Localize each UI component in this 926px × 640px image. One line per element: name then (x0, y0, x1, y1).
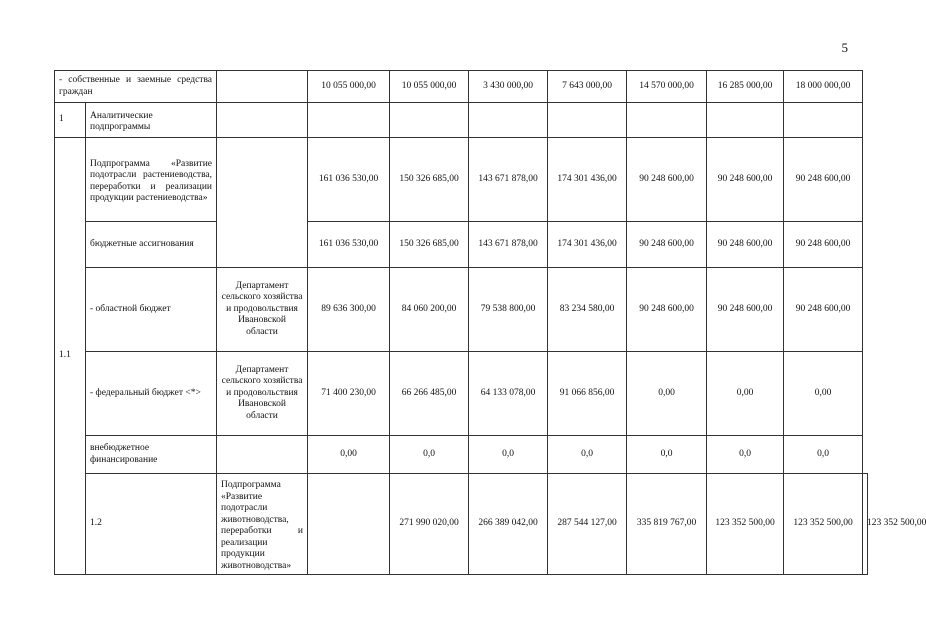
executor-cell: Департамент сельского хозяйства и продовольствия Ивановской области (217, 352, 308, 436)
value-cell: 150 326 685,00 (390, 138, 469, 222)
value-cell: 0,0 (469, 436, 548, 474)
executor-cell (308, 474, 390, 575)
value-cell: 84 060 200,00 (390, 268, 469, 352)
value-cell: 0,00 (707, 352, 784, 436)
value-cell: 90 248 600,00 (707, 222, 784, 268)
value-cell: 90 248 600,00 (707, 138, 784, 222)
value-cell: 0,00 (308, 436, 390, 474)
value-cell: 266 389 042,00 (469, 474, 548, 575)
value-cell: 123 352 500,00 (863, 474, 868, 575)
table-row (55, 71, 868, 103)
row-name: - областной бюджет (86, 268, 217, 352)
table-row (55, 222, 868, 268)
empty-cell (308, 103, 390, 138)
value-cell: 90 248 600,00 (784, 222, 863, 268)
row-name: - федеральный бюджет <*> (86, 352, 217, 436)
value-cell: 161 036 530,00 (308, 222, 390, 268)
value-cell: 90 248 600,00 (627, 138, 707, 222)
table-row (55, 138, 868, 222)
row-name: Аналитические подпрограммы (86, 103, 217, 138)
executor-cell (217, 71, 308, 103)
row-name: бюджетные ассигнования (86, 222, 217, 268)
empty-cell (548, 103, 627, 138)
table-row (55, 268, 868, 352)
value-cell: 3 430 000,00 (469, 71, 548, 103)
value-cell: 123 352 500,00 (707, 474, 784, 575)
value-cell: 0,0 (707, 436, 784, 474)
value-cell: 64 133 078,00 (469, 352, 548, 436)
value-cell: 161 036 530,00 (308, 138, 390, 222)
value-cell: 90 248 600,00 (784, 138, 863, 222)
row-name: Подпрограмма «Развитие подотрасли растениеводства, переработки и реализации продукции растениеводства» (86, 138, 217, 222)
empty-cell (469, 103, 548, 138)
value-cell: 335 819 767,00 (627, 474, 707, 575)
empty-cell (390, 103, 469, 138)
empty-cell (784, 103, 863, 138)
table-row (55, 474, 868, 575)
value-cell: 0,00 (627, 352, 707, 436)
value-cell: 123 352 500,00 (784, 474, 863, 575)
value-cell: 143 671 878,00 (469, 138, 548, 222)
value-cell: 7 643 000,00 (548, 71, 627, 103)
row-name: внебюджетное финансирование (86, 436, 217, 474)
value-cell: 143 671 878,00 (469, 222, 548, 268)
empty-cell (217, 103, 308, 138)
value-cell: 90 248 600,00 (627, 268, 707, 352)
value-cell: 90 248 600,00 (784, 268, 863, 352)
value-cell: 10 055 000,00 (308, 71, 390, 103)
value-cell: 0,0 (548, 436, 627, 474)
executor-cell (217, 138, 308, 268)
value-cell: 16 285 000,00 (707, 71, 784, 103)
value-cell: 174 301 436,00 (548, 138, 627, 222)
value-cell: 0,00 (784, 352, 863, 436)
value-cell: 271 990 020,00 (390, 474, 469, 575)
value-cell: 287 544 127,00 (548, 474, 627, 575)
row-name: - собственные и заемные средства граждан (55, 71, 217, 103)
row-code: 1.1 (55, 138, 86, 575)
value-cell: 14 570 000,00 (627, 71, 707, 103)
value-cell: 10 055 000,00 (390, 71, 469, 103)
value-cell: 0,0 (627, 436, 707, 474)
value-cell: 150 326 685,00 (390, 222, 469, 268)
empty-cell (627, 103, 707, 138)
value-cell: 79 538 800,00 (469, 268, 548, 352)
executor-cell: Департамент сельского хозяйства и продовольствия Ивановской области (217, 268, 308, 352)
value-cell: 18 000 000,00 (784, 71, 863, 103)
table-row (55, 436, 868, 474)
value-cell: 89 636 300,00 (308, 268, 390, 352)
budget-table (54, 70, 926, 575)
row-code: 1.2 (86, 474, 217, 575)
value-cell: 66 266 485,00 (390, 352, 469, 436)
value-cell: 90 248 600,00 (707, 268, 784, 352)
row-code: 1 (55, 103, 86, 138)
value-cell: 0,0 (390, 436, 469, 474)
value-cell: 83 234 580,00 (548, 268, 627, 352)
value-cell: 90 248 600,00 (627, 222, 707, 268)
value-cell: 0,0 (784, 436, 863, 474)
value-cell: 71 400 230,00 (308, 352, 390, 436)
page-number: 5 (841, 40, 848, 55)
table-row (55, 103, 868, 138)
value-cell: 174 301 436,00 (548, 222, 627, 268)
empty-cell (707, 103, 784, 138)
table-row (55, 352, 868, 436)
value-cell: 91 066 856,00 (548, 352, 627, 436)
executor-cell (217, 436, 308, 474)
row-name: Подпрограмма «Развитие подотрасли животноводства, переработки и реализации продукции животноводства» (217, 474, 308, 575)
